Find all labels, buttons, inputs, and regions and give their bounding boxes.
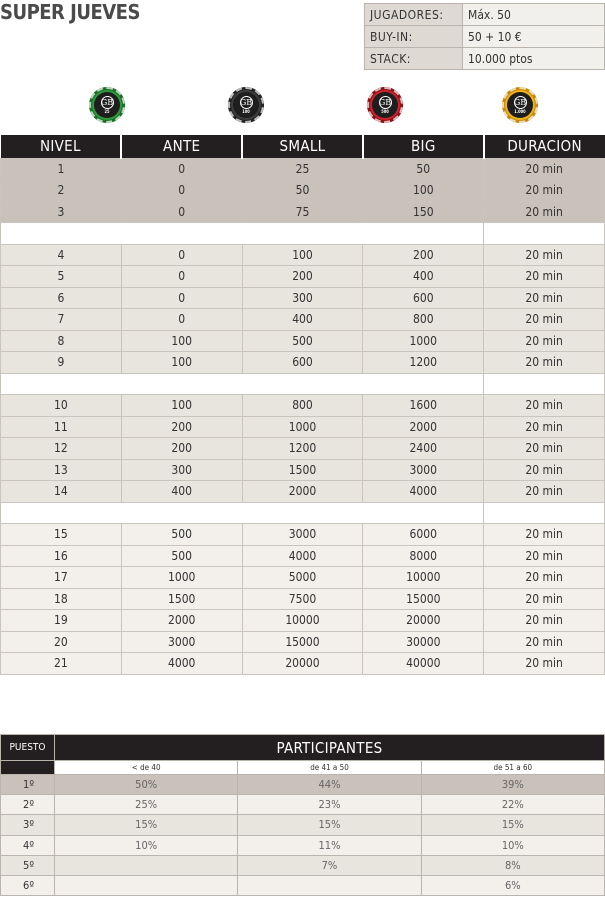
level-cell: 20 min [484,180,605,202]
prize-percentage [55,875,238,895]
level-cell: 1000 [242,416,363,438]
level-cell: 15 [1,524,122,546]
prize-position: 3º [1,815,55,835]
level-cell: 15000 [363,588,484,610]
level-row [1,395,605,417]
level-cell: 500 [121,524,242,546]
prize-percentage: 23% [238,795,421,815]
header-participantes: PARTICIPANTES [55,735,605,761]
level-row [1,244,605,266]
level-cell: 2000 [363,416,484,438]
level-row [1,330,605,352]
prize-row [1,815,605,835]
level-cell: 7 [1,309,122,331]
level-cell: 20 min [484,330,605,352]
level-cell: 20 min [484,287,605,309]
blind-levels-table [0,135,605,675]
prize-row [1,775,605,795]
level-cell: 25 [242,158,363,180]
level-row [1,416,605,438]
level-cell: 600 [242,352,363,374]
level-cell: 0 [121,244,242,266]
level-cell: 2000 [121,610,242,632]
level-cell: 20 min [484,395,605,417]
level-cell: 40000 [363,653,484,675]
level-cell: 0 [121,266,242,288]
prize-percentage: 10% [55,835,238,855]
level-cell: 1 [1,158,122,180]
level-cell: 20000 [242,653,363,675]
level-cell: 2400 [363,438,484,460]
level-cell: 19 [1,610,122,632]
prize-position: 2º [1,795,55,815]
prize-row [1,795,605,815]
prize-percentage: 15% [421,815,604,835]
break-cell [1,373,484,395]
level-cell: 400 [363,266,484,288]
participant-range-row [1,761,605,775]
chip-logo: GB [101,96,114,109]
level-row [1,653,605,675]
level-row [1,481,605,503]
prize-row [1,855,605,875]
info-row-stack [365,48,605,70]
level-cell: 300 [121,459,242,481]
chip-logo: GB [379,96,392,109]
level-cell: 16 [1,545,122,567]
prize-percentage: 11% [238,835,421,855]
prize-percentage [238,875,421,895]
level-cell: 8000 [363,545,484,567]
level-row [1,180,605,202]
level-cell: 1600 [363,395,484,417]
level-cell: 10 [1,395,122,417]
prize-percentage: 22% [421,795,604,815]
header-small: SMALL [242,135,363,158]
level-cell: 20 min [484,481,605,503]
level-cell: 20 min [484,201,605,223]
info-label: JUGADORES: [365,4,463,26]
level-cell: 1500 [242,459,363,481]
level-row [1,309,605,331]
level-cell: 21 [1,653,122,675]
level-cell: 4 [1,244,122,266]
level-cell: 3000 [121,631,242,653]
level-cell: 20 min [484,266,605,288]
level-row [1,158,605,180]
header-big: BIG [363,135,484,158]
header-puesto: PUESTO [1,735,55,761]
prize-percentage: 25% [55,795,238,815]
level-cell: 20 min [484,545,605,567]
prize-percentage: 7% [238,855,421,875]
level-cell: 11 [1,416,122,438]
level-cell: 1500 [121,588,242,610]
prize-percentage: 15% [238,815,421,835]
prize-percentage [55,855,238,875]
info-row-players [365,4,605,26]
break-cell [484,502,605,524]
level-cell: 20 min [484,309,605,331]
level-cell: 100 [121,330,242,352]
level-cell: 20 min [484,352,605,374]
level-cell: 200 [242,266,363,288]
level-row [1,201,605,223]
level-cell: 150 [363,201,484,223]
level-cell: 400 [242,309,363,331]
level-cell: 20 min [484,459,605,481]
level-cell: 15000 [242,631,363,653]
level-cell: 300 [242,287,363,309]
level-cell: 0 [121,287,242,309]
prize-row [1,835,605,855]
level-cell: 500 [242,330,363,352]
info-value: Máx. 50 [463,4,605,26]
level-cell: 6000 [363,524,484,546]
level-cell: 20 min [484,158,605,180]
level-cell: 20 min [484,631,605,653]
prize-position: 6º [1,875,55,895]
level-row [1,567,605,589]
prize-percentage: 39% [421,775,604,795]
header-ante: ANTE [121,135,242,158]
level-cell: 200 [121,416,242,438]
chip-value: 100 [242,109,250,114]
levels-header-row [1,135,605,158]
level-cell: 7500 [242,588,363,610]
level-cell: 200 [363,244,484,266]
level-cell: 600 [363,287,484,309]
level-cell: 1000 [363,330,484,352]
break-cell [1,223,484,245]
level-cell: 100 [363,180,484,202]
level-cell: 5000 [242,567,363,589]
level-cell: 3000 [242,524,363,546]
prize-percentage: 10% [421,835,604,855]
level-cell: 100 [242,244,363,266]
prize-percentage: 44% [238,775,421,795]
level-cell: 17 [1,567,122,589]
level-cell: 20000 [363,610,484,632]
page-title: SUPER JUEVES [0,0,140,24]
chip-logo: GB [240,96,253,109]
prize-percentage: 50% [55,775,238,795]
info-value: 10.000 ptos [463,48,605,70]
prize-percentage: 15% [55,815,238,835]
level-cell: 8 [1,330,122,352]
level-cell: 4000 [121,653,242,675]
break-cell [484,373,605,395]
level-cell: 1000 [121,567,242,589]
level-cell: 6 [1,287,122,309]
level-cell: 75 [242,201,363,223]
range-spacer [1,761,55,775]
level-cell: 20 [1,631,122,653]
info-label: BUY-IN: [365,26,463,48]
level-cell: 13 [1,459,122,481]
level-cell: 200 [121,438,242,460]
range-label: de 41 a 50 [238,761,421,775]
info-label: STACK: [365,48,463,70]
level-cell: 10000 [242,610,363,632]
level-cell: 2000 [242,481,363,503]
level-cell: 100 [121,395,242,417]
level-cell: 4000 [242,545,363,567]
level-cell: 20 min [484,438,605,460]
chip-logo: GB [514,96,527,109]
level-cell: 500 [121,545,242,567]
chip-value: 500 [381,109,389,114]
level-cell: 20 min [484,416,605,438]
level-cell: 0 [121,201,242,223]
level-row [1,266,605,288]
prize-header-row [1,735,605,761]
break-row [1,373,605,395]
level-cell: 20 min [484,588,605,610]
prize-row [1,875,605,895]
level-cell: 3000 [363,459,484,481]
level-row [1,545,605,567]
prize-position: 5º [1,855,55,875]
level-cell: 20 min [484,567,605,589]
level-row [1,438,605,460]
level-cell: 800 [363,309,484,331]
prize-percentage: 8% [421,855,604,875]
level-cell: 50 [363,158,484,180]
level-row [1,352,605,374]
level-cell: 20 min [484,524,605,546]
range-label: de 51 a 60 [421,761,604,775]
break-cell [1,502,484,524]
level-cell: 10000 [363,567,484,589]
level-cell: 0 [121,158,242,180]
yellow-chip-icon [502,87,538,123]
info-row-buyin [365,26,605,48]
break-row [1,223,605,245]
level-cell: 14 [1,481,122,503]
level-cell: 12 [1,438,122,460]
red-chip-icon [367,87,403,123]
level-cell: 1200 [363,352,484,374]
level-cell: 2 [1,180,122,202]
level-cell: 100 [121,352,242,374]
level-cell: 3 [1,201,122,223]
level-cell: 4000 [363,481,484,503]
level-row [1,524,605,546]
level-cell: 800 [242,395,363,417]
level-cell: 0 [121,180,242,202]
level-row [1,631,605,653]
level-cell: 9 [1,352,122,374]
level-cell: 5 [1,266,122,288]
prize-position: 4º [1,835,55,855]
range-label: < de 40 [55,761,238,775]
header-duracion: DURACION [484,135,605,158]
level-cell: 0 [121,309,242,331]
black-chip-icon [228,87,264,123]
level-cell: 20 min [484,653,605,675]
prize-position: 1º [1,775,55,795]
chip-value: 25 [104,109,110,114]
header-nivel: NIVEL [1,135,122,158]
tournament-info-table [364,3,605,70]
chip-value: 1.000 [514,109,526,114]
prize-distribution-table [0,734,605,896]
break-cell [484,223,605,245]
level-row [1,610,605,632]
level-cell: 30000 [363,631,484,653]
prize-percentage: 6% [421,875,604,895]
green-chip-icon [89,87,125,123]
level-row [1,459,605,481]
level-row [1,287,605,309]
level-cell: 400 [121,481,242,503]
level-row [1,588,605,610]
level-cell: 50 [242,180,363,202]
info-value: 50 + 10 € [463,26,605,48]
level-cell: 20 min [484,244,605,266]
level-cell: 1200 [242,438,363,460]
break-row [1,502,605,524]
level-cell: 20 min [484,610,605,632]
level-cell: 18 [1,588,122,610]
